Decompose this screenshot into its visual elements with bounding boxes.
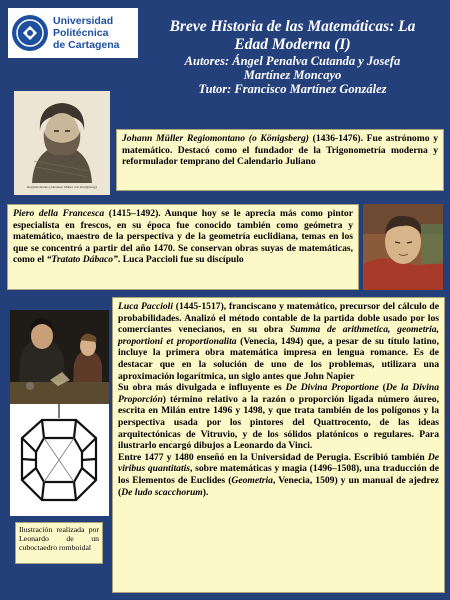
regiomontano-portrait [14,91,110,195]
poster-title-line1: Breve Historia de las Matemáticas: La [169,18,416,35]
university-name-line3: de Cartagena [53,39,120,51]
paccioli-p2-text-c: ) término relativo a la razón o proporción ligada número áureo, escrita en Milán entre 1496 y 1498, y que trata también de los polígonos y la perspectiva usada por los pintores del Quattrocento, de las ideas arquitectónicas de Vitruvio, y de los sólidos platónicos o regulares. Para ilustrarlo encargó dibujos a Leonardo da Vinci. [118,393,439,452]
paccioli-text-box [112,297,445,593]
paccioli-p3-text-d: ). [202,486,209,498]
tutor-line: Tutor: Francisco Martínez González [198,82,387,96]
paccioli-geometria-title: Geometria [231,474,273,486]
paccioli-p2-text-a: Su obra más divulgada e influyente es [118,382,286,394]
paccioli-p1-text-a: (1445-1517), franciscano y matemático, precursor del cálculo de probabilidades. Analizó el método contable de la partida doble usado por los comerciantes venecianos, en su obra [118,301,439,336]
regiomontano-portrait-caption: Regiomontanus (Johannes Müller von Königsberg) [27,185,97,189]
regiomontano-name: Johann Müller Regiomontano (o Königsberg) [122,133,309,144]
authors-line1: Autores: Ángel Penalva Cutanda y Josefa [184,54,401,68]
illustration-caption-text: Ilustración realizada por Leonardo de un cuboctaedro romboidal [19,525,99,552]
paccioli-p3-text-c: , Venecia, 1509) y un manual de ajedrez ( [118,474,439,498]
piero-description: (1415–1492). Aunque hoy se le aprecia más como pintor especialista en frescos, en su época fue conocido también como geómetra y matemático, maestro de la perspectiva y de la geometría euclidiana, temas en los que se concentró a partir del año 1470. Se conservan obras suyas de matemáticas, como el [13,208,353,266]
piero-name: Piero della Francesca [13,208,105,219]
piero-text-box [7,204,359,290]
paccioli-portrait [10,310,109,404]
rhombicuboctahedron-illustration [10,404,109,516]
illustration-caption [15,522,103,564]
regiomontano-description: (1436-1476). Fue astrónomo y matemático. Destacó como el fundador de la Trigonometría moderna y reformulador temprano del Calendario Juliano [122,133,438,168]
paccioli-divina-title: De Divina Proportione [285,382,379,394]
piero-work-title: “Tratato Dábaco” [46,254,118,266]
piero-portrait [363,204,443,290]
paccioli-divina-title-es: De la Divina Proporción [118,382,439,405]
paccioli-ludo-title: De ludo scacchorum [121,486,203,498]
university-name [53,15,120,51]
paccioli-name: Luca Paccioli [118,301,174,312]
poster-title-block [140,18,445,96]
piero-description-end: . Luca Paccioli fue su discípulo [117,254,244,266]
paccioli-p2-text-b: ( [378,382,386,394]
university-seal-icon [12,15,48,51]
university-name-line2: Politécnica [53,27,109,39]
regiomontano-text-box [116,129,444,191]
university-name-line1: Universidad [53,15,114,27]
authors-line2: Martínez Moncayo [243,68,342,82]
paccioli-p1-text-b: (Venecia, 1494) que, a pesar de su título latino, incluye la primera obra matemática impresa en lengua romance. Es de destacar que en la solución de uno de los problemas, utilizara una aproximación logarítmica, un siglo antes que John Napier [118,335,439,382]
paccioli-summa-title: Summa de arithmetica, geometria, proportioni et proportionalita [118,324,440,347]
paccioli-viribus-title: De viribus quantitatis [118,451,439,475]
poster-title-line2: Edad Moderna (I) [234,36,351,53]
paccioli-p3-text-a: Entre 1477 y 1480 enseñó en la Universidad de Perugia. Escribió también [118,451,428,463]
paccioli-paragraph-2 [118,382,439,452]
paccioli-paragraph-3 [118,452,439,498]
paccioli-paragraph-1 [118,301,439,382]
paccioli-p3-text-b: , sobre matemáticas y magia (1496–1508), una traducción de los Elementos de Euclides ( [118,463,439,486]
university-logo [8,8,138,58]
